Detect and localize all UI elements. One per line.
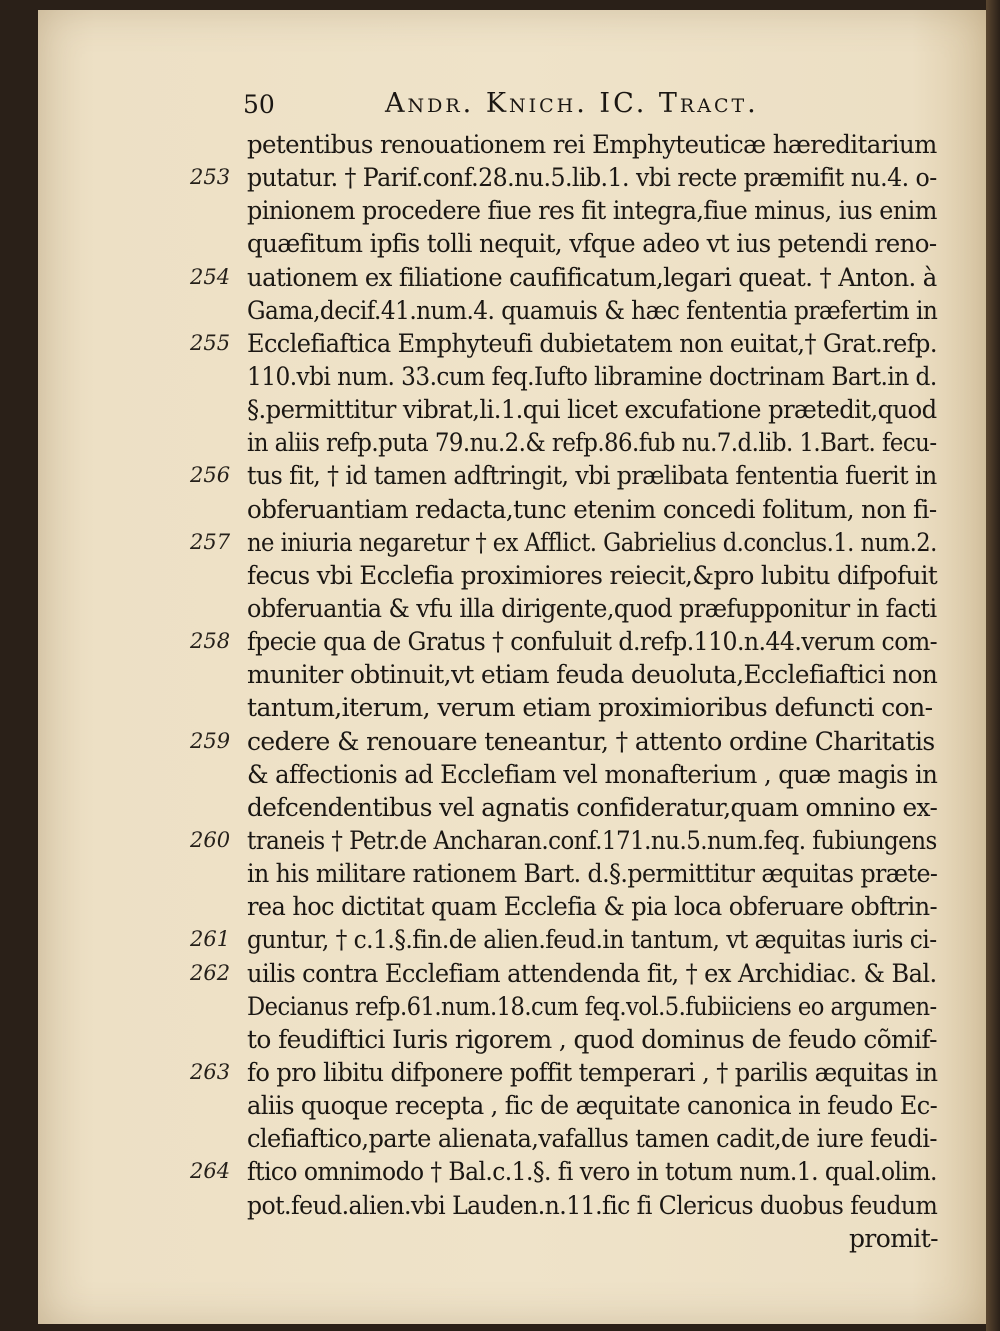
text-line [190, 128, 950, 161]
text-line [190, 459, 950, 492]
text-line [190, 426, 950, 459]
text-line [190, 990, 950, 1023]
margin-number: 262 [190, 960, 231, 985]
margin-number: 264 [190, 1159, 231, 1184]
text-line [190, 625, 950, 658]
text-line [190, 592, 950, 625]
margin-number: 257 [190, 529, 231, 554]
text-line [190, 1155, 950, 1188]
line-text: Gama,decif.41.num.4. quamuis & hæc fententia præfertim in [247, 295, 938, 325]
line-text: in his militare rationem Bart. d.§.permittitur æquitas præte- [247, 859, 938, 889]
line-text: traneis † Petr.de Ancharan.conf.171.nu.5.num.feq. fubiungens [247, 825, 937, 855]
line-text: rea hoc dictitat quam Ecclefia & pia loca obferuare obftrin- [247, 892, 938, 922]
margin-number: 254 [190, 264, 231, 289]
text-line [190, 658, 950, 691]
text-line [190, 791, 950, 824]
line-text: quæfitum ipfis tolli nequit, vfque adeo vt ius petendi reno- [247, 229, 937, 259]
catchword: promit- [848, 1223, 938, 1253]
margin-number: 255 [190, 330, 231, 355]
line-text: fo pro libitu difponere poffit temperari , † parilis æquitas in [247, 1057, 938, 1087]
margin-number: 261 [190, 927, 231, 952]
text-line [190, 194, 950, 227]
text-line [190, 161, 950, 194]
text-line [190, 393, 950, 426]
text-line [190, 526, 950, 559]
text-line [190, 1023, 950, 1056]
line-text: Ecclefiaftica Emphyteufi dubietatem non euitat,† Grat.refp. [247, 328, 937, 358]
line-text: fpecie qua de Gratus † confuluit d.refp.110.n.44.verum com- [247, 627, 938, 657]
text-line [190, 957, 950, 990]
line-text: aliis quoque recepta , fic de æquitate canonica in feudo Ec- [247, 1091, 938, 1121]
text-line [190, 890, 950, 923]
line-text: petentibus renouationem rei Emphyteuticæ hæreditarium [247, 130, 937, 159]
text-line [190, 1056, 950, 1089]
text-line [190, 493, 950, 526]
line-text: cedere & renouare teneantur, † attento ordine Charitatis [247, 726, 935, 756]
text-line [190, 1122, 950, 1155]
line-text: tus fit, † id tamen adftringit, vbi prælibata fententia fuerit in [247, 461, 937, 491]
line-text: obferuantia & vfu illa dirigente,quod præfupponitur in facti [247, 593, 937, 623]
line-text: to feudiftici Iuris rigorem , quod dominus de feudo cõmif- [247, 1024, 937, 1054]
text-line [190, 691, 950, 724]
line-text: & affectionis ad Ecclefiam vel monafterium , quæ magis in [247, 759, 938, 789]
text-line [190, 327, 950, 360]
line-text: muniter obtinuit,vt etiam feuda deuoluta,Ecclefiaftici non [247, 660, 938, 690]
line-text: 110.vbi num. 33.cum feq.Iufto libramine doctrinam Bart.in d. [247, 361, 937, 391]
text-line [190, 1189, 950, 1222]
line-text: Decianus refp.61.num.18.cum feq.vol.5.fubiiciens eo argumen- [247, 991, 937, 1021]
margin-number: 253 [190, 165, 231, 190]
text-block [190, 128, 950, 1255]
line-text: ne iniuria negaretur † ex Afflict. Gabrielius d.conclus.1. num.2. [247, 527, 937, 557]
text-line [190, 725, 950, 758]
line-text: uationem ex filiatione caufificatum,legari queat. † Anton. à [247, 262, 937, 292]
page-edge-shadow [986, 0, 1000, 1331]
line-text: pot.feud.alien.vbi Lauden.n.11.fic fi Clericus duobus feudum [247, 1190, 938, 1220]
line-text: §.permittitur vibrat,li.1.qui licet excufatione prætedit,quod [247, 395, 937, 425]
line-text: defcendentibus vel agnatis confideratur,quam omnino ex- [247, 792, 938, 822]
line-text: obferuantiam redacta,tunc etenim concedi folitum, non fi- [247, 494, 937, 524]
margin-number: 260 [190, 827, 231, 852]
margin-number: 263 [190, 1059, 231, 1084]
text-line [190, 758, 950, 791]
text-line [190, 923, 950, 956]
text-line [190, 1089, 950, 1122]
line-text: ftico omnimodo † Bal.c.1.§. fi vero in totum num.1. qual.olim. [247, 1157, 937, 1187]
line-text: guntur, † c.1.§.fin.de alien.feud.in tantum, vt æquitas iuris ci- [247, 925, 937, 955]
text-line [190, 294, 950, 327]
text-line [190, 824, 950, 857]
line-text: pinionem procedere fiue res fit integra,fiue minus, ius enim [247, 196, 937, 226]
line-text: in aliis refp.puta 79.nu.2.& refp.86.fub nu.7.d.lib. 1.Bart. fecu- [247, 428, 937, 458]
line-text: uilis contra Ecclefiam attendenda fit, † ex Archidiac. & Bal. [247, 958, 937, 988]
margin-number: 259 [190, 728, 231, 753]
text-line [190, 227, 950, 260]
line-text: putatur. † Parif.conf.28.nu.5.lib.1. vbi recte præmifit nu.4. o- [247, 163, 937, 193]
line-text: fecus vbi Ecclefia proximiores reiecit,&pro lubitu difpofuit [247, 560, 938, 590]
line-text: clefiaftico,parte alienata,vafallus tamen cadit,de iure feudi- [247, 1124, 937, 1154]
margin-number: 258 [190, 629, 231, 654]
folio-number: 50 [243, 90, 275, 119]
text-line [190, 559, 950, 592]
line-text: tantum,iterum, verum etiam proximioribus defuncti con- [247, 693, 933, 723]
margin-number: 256 [190, 463, 231, 488]
catchword-line [190, 1222, 950, 1255]
text-line [190, 360, 950, 393]
running-title: Andr. Knich. IC. Tract. [385, 88, 759, 119]
text-line [190, 261, 950, 294]
text-line [190, 857, 950, 890]
page-header [205, 88, 905, 128]
